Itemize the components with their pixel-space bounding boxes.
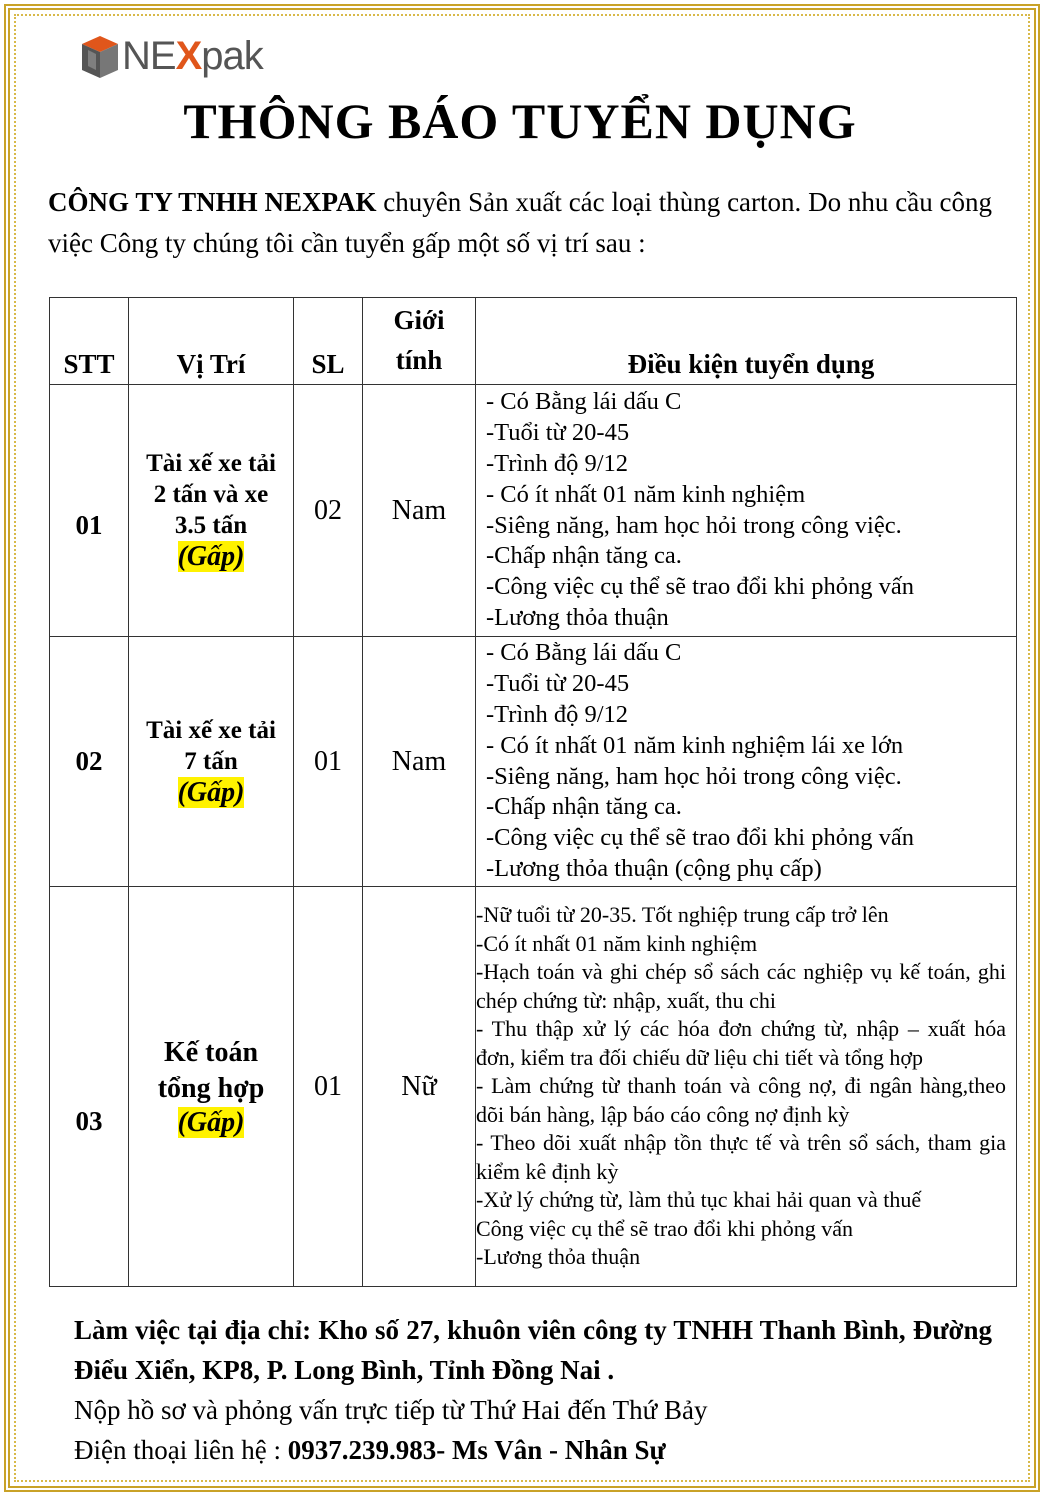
- company-logo: [80, 30, 263, 82]
- company-name: CÔNG TY TNHH NEXPAK: [48, 187, 377, 217]
- table-row: [50, 887, 1017, 1287]
- contact-phone: Điện thoại liên hệ : 0937.239.983- Ms Vân - Nhân Sự: [74, 1435, 666, 1465]
- row-requirements: [476, 637, 1017, 887]
- row-position: Kế toán tổng hợp (Gấp): [129, 887, 294, 1287]
- logo-text: NEXpak: [122, 33, 263, 78]
- requirement-item: -Tuổi từ 20-45: [486, 670, 630, 698]
- row-gender: Nam: [363, 637, 476, 887]
- requirement-item: - Có Bằng lái dấu C: [486, 388, 682, 416]
- row-stt: 02: [50, 637, 129, 887]
- header-requirements: Điều kiện tuyển dụng: [476, 298, 1017, 385]
- requirement-item: -Siêng năng, ham học hỏi trong công việc.: [486, 762, 902, 790]
- urgent-badge: (Gấp): [177, 1106, 245, 1138]
- header-stt: STT: [50, 298, 129, 385]
- row-qty: 02: [294, 385, 363, 637]
- contact-footer: [74, 1310, 992, 1470]
- requirement-item: -Công việc cụ thể sẽ trao đổi khi phỏng vấn: [486, 573, 914, 601]
- row-stt: 01: [50, 385, 129, 637]
- requirement-item: -Trình độ 9/12: [486, 449, 629, 477]
- requirement-item: -Xử lý chứng từ, làm thủ tục khai hải quan và thuế: [476, 1187, 922, 1213]
- job-table: [49, 297, 1017, 1287]
- row-position: Tài xế xe tải 2 tấn và xe 3.5 tấn (Gấp): [129, 385, 294, 637]
- row-position: Tài xế xe tải 7 tấn (Gấp): [129, 637, 294, 887]
- urgent-badge: (Gấp): [177, 541, 245, 572]
- header-qty: SL: [294, 298, 363, 385]
- table-header-row: [50, 298, 1017, 385]
- requirement-item: -Chấp nhận tăng ca.: [486, 542, 682, 570]
- requirement-item: -Siêng năng, ham học hỏi trong công việc.: [486, 511, 902, 539]
- row-gender: Nam: [363, 385, 476, 637]
- row-requirements: [476, 887, 1017, 1287]
- application-schedule: Nộp hồ sơ và phỏng vấn trực tiếp từ Thứ Hai đến Thứ Bảy: [74, 1395, 708, 1425]
- box-logo-icon: [80, 32, 120, 80]
- header-position: Vị Trí: [129, 298, 294, 385]
- header-gender: Giới tính: [363, 298, 476, 385]
- requirement-item: -Công việc cụ thể sẽ trao đổi khi phỏng vấn: [486, 824, 914, 852]
- row-gender: Nữ: [363, 887, 476, 1287]
- requirement-item: -Tuổi từ 20-45: [486, 419, 630, 447]
- requirement-item: - Thu thập xử lý các hóa đơn chứng từ, nhập – xuất hóa đơn, kiểm tra đối chiếu dữ liệu chi tiết và tổng hợp: [476, 1016, 1006, 1070]
- row-qty: 01: [294, 887, 363, 1287]
- table-row: [50, 637, 1017, 887]
- requirement-item: -Có ít nhất 01 năm kinh nghiệm: [476, 930, 758, 956]
- requirement-item: -Lương thỏa thuận: [476, 1244, 641, 1270]
- requirement-item: -Trình độ 9/12: [486, 700, 629, 728]
- requirement-item: - Có Bằng lái dấu C: [486, 639, 682, 667]
- requirement-item: - Làm chứng từ thanh toán và công nợ, đi ngân hàng,theo dõi bán hàng, lập báo cáo công nợ định kỳ: [476, 1073, 1006, 1127]
- page-title: THÔNG BÁO TUYỂN DỤNG: [183, 93, 857, 149]
- phone-number: 0937.239.983- Ms Vân - Nhân Sự: [287, 1435, 666, 1465]
- requirement-item: -Chấp nhận tăng ca.: [486, 793, 682, 821]
- requirement-item: -Lương thỏa thuận (cộng phụ cấp): [486, 854, 822, 882]
- row-requirements: [476, 385, 1017, 637]
- requirement-item: Công việc cụ thể sẽ trao đổi khi phỏng vấn: [476, 1215, 853, 1241]
- row-qty: 01: [294, 637, 363, 887]
- urgent-badge: (Gấp): [177, 776, 245, 808]
- requirement-item: -Nữ tuổi từ 20-35. Tốt nghiệp trung cấp trở lên: [476, 902, 889, 928]
- requirement-item: - Có ít nhất 01 năm kinh nghiệm: [486, 480, 806, 508]
- requirement-item: - Có ít nhất 01 năm kinh nghiệm lái xe lớn: [486, 731, 904, 759]
- table-row: [50, 385, 1017, 637]
- row-stt: 03: [50, 887, 129, 1287]
- requirement-item: -Hạch toán và ghi chép sổ sách các nghiệp vụ kế toán, ghi chép chứng từ: nhập, xuất, thu chi: [476, 959, 1006, 1013]
- intro-text: chuyên Sản xuất các loại thùng carton. Do nhu cầu công việc Công ty chúng tôi cần tuyển gấp một số vị trí sau :: [48, 187, 992, 258]
- intro-paragraph: [48, 182, 992, 264]
- requirement-item: -Lương thỏa thuận: [486, 603, 669, 631]
- requirement-item: - Theo dõi xuất nhập tồn thực tế và trên sổ sách, tham gia kiểm kê định kỳ: [476, 1130, 1006, 1184]
- work-address: Làm việc tại địa chỉ: Kho số 27, khuôn viên công ty TNHH Thanh Bình, Đường Điểu Xiển, KP8, P. Long Bình, Tỉnh Đồng Nai .: [74, 1315, 992, 1385]
